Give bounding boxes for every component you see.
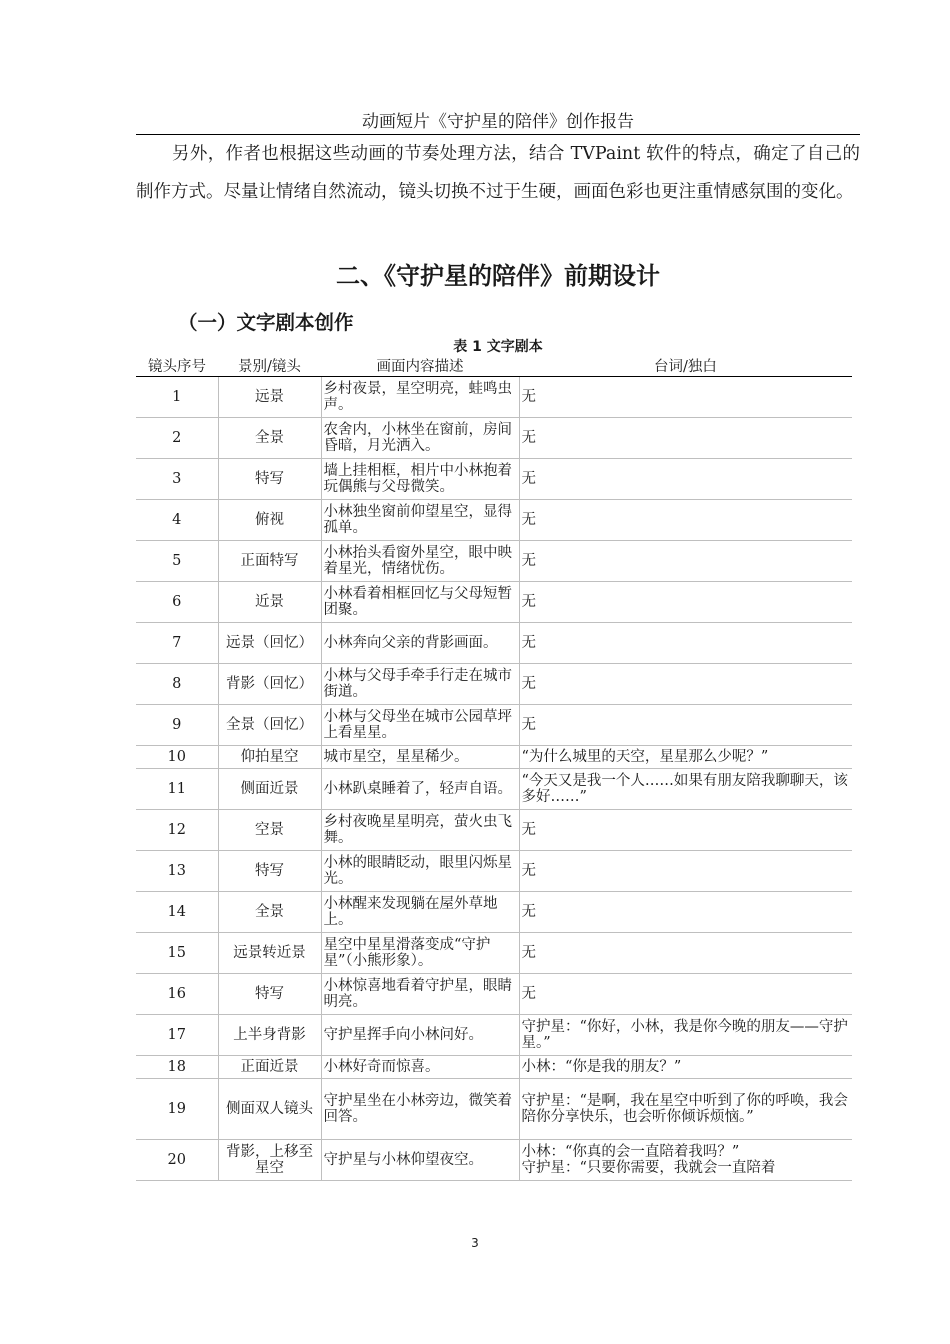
dialogue-line: 守护星：“只要你需要，我就会一直陪着 [521,1160,776,1176]
table-row [136,1015,852,1056]
dialogue: 小林：“你是我的朋友？” [519,1056,852,1079]
dialogue: 无 [519,459,852,500]
scene-description: 小林趴桌睡着了，轻声自语。 [321,769,519,810]
shot-type: 特写 [218,851,321,892]
table-row [136,623,852,664]
table-row [136,746,852,769]
dialogue-line: 小林：“你真的会一直陪着我吗？” [521,1144,740,1160]
scene-description: 小林看着相框回忆与父母短暂团聚。 [321,582,519,623]
scene-description: 小林的眼睛眨动，眼里闪烁星光。 [321,851,519,892]
shot-number: 20 [136,1140,218,1181]
scene-description: 小林醒来发现躺在屋外草地上。 [321,892,519,933]
scene-description: 农舍内，小林坐在窗前，房间昏暗，月光洒入。 [321,418,519,459]
table-row [136,1079,852,1140]
dialogue: 无 [519,418,852,459]
header-shot-type: 景别/镜头 [218,357,321,377]
dialogue: 无 [519,623,852,664]
table-row [136,418,852,459]
shot-number: 10 [136,746,218,769]
dialogue: 守护星：“你好，小林，我是你今晚的朋友——守护星。” [519,1015,852,1056]
header-scene-description: 画面内容描述 [321,357,519,377]
body-paragraph: 另外，作者也根据这些动画的节奏处理方法，结合 TVPaint 软件的特点，确定了自己的制作方式。尽量让情绪自然流动，镜头切换不过于生硬，画面色彩也更注重情感氛围的变化。 [136,144,860,202]
script-table [136,357,852,1181]
shot-number: 19 [136,1079,218,1140]
shot-type: 特写 [218,459,321,500]
dialogue-cell [519,1140,852,1181]
header-dialogue: 台词/独白 [519,357,852,377]
shot-type: 远景（回忆） [218,623,321,664]
shot-number: 16 [136,974,218,1015]
dialogue: 无 [519,705,852,746]
table-row [136,664,852,705]
shot-number: 17 [136,1015,218,1056]
dialogue: 无 [519,810,852,851]
dialogue: 无 [519,377,852,418]
shot-number: 9 [136,705,218,746]
scene-description: 守护星坐在小林旁边，微笑着回答。 [321,1079,519,1140]
shot-type: 远景转近景 [218,933,321,974]
shot-type: 正面特写 [218,541,321,582]
shot-number: 14 [136,892,218,933]
page-header-title: 动画短片《守护星的陪伴》创作报告 [362,112,634,132]
shot-type: 全景 [218,418,321,459]
dialogue: “今天又是我一个人……如果有朋友陪我聊聊天，该多好……” [519,769,852,810]
shot-number: 6 [136,582,218,623]
scene-description: 城市星空，星星稀少。 [321,746,519,769]
shot-number: 3 [136,459,218,500]
shot-type: 背影（回忆） [218,664,321,705]
dialogue: 无 [519,851,852,892]
dialogue: 无 [519,582,852,623]
table-row [136,500,852,541]
shot-type: 俯视 [218,500,321,541]
table-header-row [136,357,852,377]
table-row [136,810,852,851]
shot-number: 11 [136,769,218,810]
shot-number: 8 [136,664,218,705]
scene-description: 小林与父母坐在城市公园草坪上看星星。 [321,705,519,746]
dialogue: 无 [519,892,852,933]
shot-number: 15 [136,933,218,974]
scene-description: 乡村夜景，星空明亮，蛙鸣虫声。 [321,377,519,418]
table-row [136,377,852,418]
shot-number: 13 [136,851,218,892]
table-row [136,705,852,746]
scene-description: 小林与父母手牵手行走在城市街道。 [321,664,519,705]
page-number: 3 [471,1236,479,1250]
shot-type: 背影，上移至星空 [218,1140,321,1181]
scene-description: 小林抬头看窗外星空，眼中映着星光，情绪忧伤。 [321,541,519,582]
table-row [136,851,852,892]
scene-description: 小林奔向父亲的背影画面。 [321,623,519,664]
subsection-title: （一）文字剧本创作 [178,311,354,334]
table-row [136,892,852,933]
table-row [136,769,852,810]
dialogue: 无 [519,541,852,582]
header-shot-number: 镜头序号 [136,357,218,377]
shot-number: 12 [136,810,218,851]
dialogue: “为什么城里的天空，星星那么少呢？” [519,746,852,769]
shot-type: 上半身背影 [218,1015,321,1056]
scene-description: 星空中星星滑落变成“守护星”（小熊形象）。 [321,933,519,974]
shot-type: 侧面双人镜头 [218,1079,321,1140]
scene-description: 墙上挂相框，相片中小林抱着玩偶熊与父母微笑。 [321,459,519,500]
table-row [136,974,852,1015]
shot-number: 1 [136,377,218,418]
shot-type: 正面近景 [218,1056,321,1079]
table-row [136,459,852,500]
shot-type: 空景 [218,810,321,851]
shot-type: 近景 [218,582,321,623]
table-row [136,1140,852,1181]
shot-number: 18 [136,1056,218,1079]
shot-type: 远景 [218,377,321,418]
table-row [136,582,852,623]
scene-description: 小林独坐窗前仰望星空，显得孤单。 [321,500,519,541]
dialogue: 无 [519,500,852,541]
dialogue: 守护星：“是啊，我在星空中听到了你的呼唤，我会陪你分享快乐，也会听你倾诉烦恼。” [519,1079,852,1140]
shot-number: 5 [136,541,218,582]
dialogue: 无 [519,664,852,705]
shot-type: 仰拍星空 [218,746,321,769]
section-title: 二、《守护星的陪伴》前期设计 [336,262,660,290]
scene-description: 守护星与小林仰望夜空。 [321,1140,519,1181]
shot-type: 侧面近景 [218,769,321,810]
scene-description: 乡村夜晚星星明亮，萤火虫飞舞。 [321,810,519,851]
table-row [136,541,852,582]
dialogue: 无 [519,974,852,1015]
table-row [136,933,852,974]
dialogue: 无 [519,933,852,974]
shot-type: 全景（回忆） [218,705,321,746]
shot-type: 特写 [218,974,321,1015]
shot-number: 4 [136,500,218,541]
scene-description: 小林惊喜地看着守护星，眼睛明亮。 [321,974,519,1015]
scene-description: 小林好奇而惊喜。 [321,1056,519,1079]
table-caption: 表 1 文字剧本 [453,339,543,355]
shot-type: 全景 [218,892,321,933]
shot-number: 7 [136,623,218,664]
shot-number: 2 [136,418,218,459]
table-row [136,1056,852,1079]
scene-description: 守护星挥手向小林问好。 [321,1015,519,1056]
